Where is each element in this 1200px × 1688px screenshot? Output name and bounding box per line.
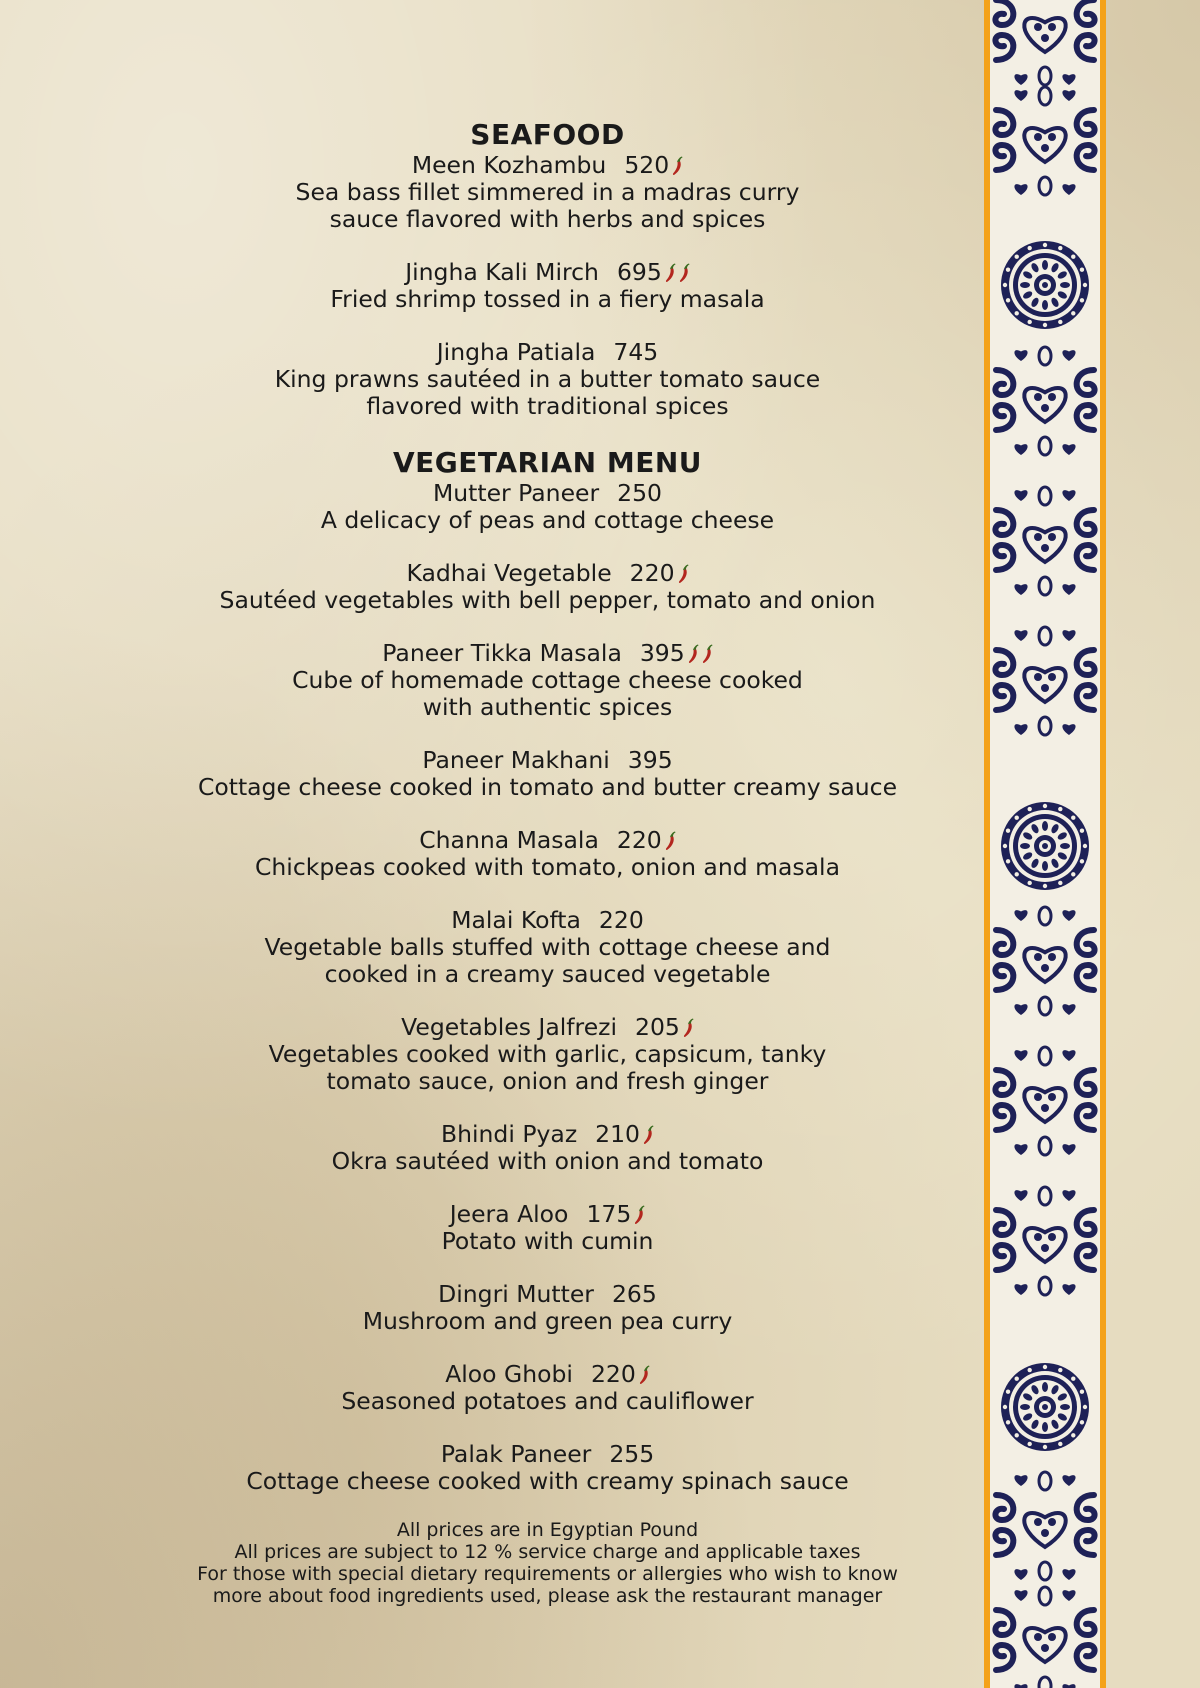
menu-item	[140, 560, 955, 614]
footer-note-service-charge: All prices are subject to 12 % service charge and applicable taxes	[234, 1541, 861, 1563]
menu-item-description: Potato with cumin	[441, 1227, 654, 1255]
mandala-pattern	[990, 0, 1100, 1688]
menu-item-header	[140, 1281, 955, 1308]
menu-item-name: Channa Masala	[419, 826, 599, 854]
menu-item-header	[140, 259, 955, 286]
menu-item	[140, 907, 955, 988]
menu-item-header	[140, 1121, 955, 1148]
menu-item-description: Okra sautéed with onion and tomato	[331, 1147, 764, 1175]
menu-item-price: 745	[613, 338, 659, 366]
chili-pepper-icon	[665, 263, 676, 283]
chili-pepper-icon	[639, 1365, 650, 1385]
menu-item-price: 255	[609, 1440, 655, 1468]
menu-item-price: 250	[617, 479, 663, 507]
menu-item-description: King prawns sautéed in a butter tomato sauce flavored with traditional spices	[274, 365, 821, 420]
menu-content	[140, 118, 955, 1607]
menu-item-description: Seasoned potatoes and cauliflower	[341, 1387, 754, 1415]
chili-pepper-icon	[683, 1018, 694, 1038]
menu-item-header	[140, 480, 955, 507]
menu-item-price: 520	[624, 151, 670, 179]
chili-pepper-icon	[634, 1205, 645, 1225]
menu-item	[140, 339, 955, 420]
chili-pepper-icon	[702, 644, 713, 664]
menu-item-name: Bhindi Pyaz	[440, 1120, 578, 1148]
menu-item-name: Dingri Mutter	[438, 1280, 594, 1308]
seafood-list	[140, 152, 955, 420]
menu-item-header	[140, 907, 955, 934]
menu-item	[140, 1361, 955, 1415]
menu-item-header	[140, 827, 955, 854]
menu-item-header	[140, 1441, 955, 1468]
menu-item-name: Palak Paneer	[440, 1440, 592, 1468]
menu-item-description: Sautéed vegetables with bell pepper, tomato and onion	[219, 586, 876, 614]
menu-item-price: 175	[586, 1200, 632, 1228]
menu-item-price: 395	[627, 746, 673, 774]
menu-item-name: Jingha Patiala	[436, 338, 596, 366]
menu-item-name: Aloo Ghobi	[445, 1360, 573, 1388]
menu-item-price: 210	[595, 1120, 641, 1148]
menu-item-price: 220	[590, 1360, 636, 1388]
decorative-border	[984, 0, 1106, 1688]
menu-item-name: Mutter Paneer	[432, 479, 600, 507]
menu-item-price: 205	[635, 1013, 680, 1041]
menu-item-name: Paneer Makhani	[422, 746, 610, 774]
menu-item-name: Jingha Kali Mirch	[405, 258, 599, 286]
menu-item-price: 695	[616, 258, 662, 286]
menu-item-header	[140, 560, 955, 587]
menu-item-price: 395	[639, 639, 685, 667]
footer-note-allergies: For those with special dietary requirements or allergies who wish to know	[197, 1563, 898, 1585]
menu-item-header	[140, 747, 955, 774]
menu-item-name: Meen Kozhambu	[411, 151, 607, 179]
menu-item-description: Fried shrimp tossed in a fiery masala	[330, 285, 765, 313]
menu-item-description: Cottage cheese cooked in tomato and butter creamy sauce	[197, 773, 898, 801]
menu-item-price: 220	[598, 906, 644, 934]
menu-item	[140, 259, 955, 313]
menu-item-description: Cottage cheese cooked with creamy spinach sauce	[246, 1467, 849, 1495]
vegetarian-title: VEGETARIAN MENU	[393, 446, 702, 479]
menu-item	[140, 480, 955, 534]
chili-pepper-icon	[665, 831, 676, 851]
menu-item	[140, 1014, 955, 1095]
chili-pepper-icon	[672, 156, 683, 176]
menu-item-header	[140, 640, 955, 667]
chili-pepper-icon	[688, 644, 699, 664]
menu-item-description: Chickpeas cooked with tomato, onion and masala	[255, 853, 840, 881]
menu-item	[140, 1281, 955, 1335]
menu-item-name: Malai Kofta	[451, 906, 581, 934]
menu-item-description: Vegetable balls stuffed with cottage cheese and cooked in a creamy sauced vegetable	[264, 933, 831, 988]
menu-item	[140, 827, 955, 881]
menu-item-price: 220	[616, 826, 662, 854]
chili-pepper-icon	[679, 263, 690, 283]
menu-item-description: Sea bass fillet simmered in a madras curry sauce flavored with herbs and spices	[295, 178, 800, 233]
menu-item	[140, 152, 955, 233]
menu-item	[140, 747, 955, 801]
menu-item-name: Paneer Tikka Masala	[382, 639, 622, 667]
footer-note-currency: All prices are in Egyptian Pound	[396, 1519, 699, 1541]
menu-item-description: A delicacy of peas and cottage cheese	[320, 506, 775, 534]
chili-pepper-icon	[643, 1125, 654, 1145]
menu-item	[140, 1201, 955, 1255]
menu-item-description: Mushroom and green pea curry	[362, 1307, 733, 1335]
menu-item-header	[140, 1201, 955, 1228]
menu-item-header	[140, 1361, 955, 1388]
menu-item-header	[140, 152, 955, 179]
menu-item-header	[140, 339, 955, 366]
menu-item	[140, 640, 955, 721]
menu-item-name: Jeera Aloo	[449, 1200, 569, 1228]
menu-item-name: Vegetables Jalfrezi	[401, 1013, 618, 1041]
menu-item-price: 265	[611, 1280, 657, 1308]
menu-item	[140, 1121, 955, 1175]
menu-item-header	[140, 1014, 955, 1041]
menu-item-name: Kadhai Vegetable	[406, 559, 612, 587]
menu-item-description: Cube of homemade cottage cheese cooked with authentic spices	[292, 666, 803, 721]
chili-pepper-icon	[678, 564, 689, 584]
footer-notes	[140, 1519, 955, 1607]
menu-item	[140, 1441, 955, 1495]
menu-item-description: Vegetables cooked with garlic, capsicum, tanky tomato sauce, onion and fresh ginger	[268, 1040, 827, 1095]
vegetarian-list	[140, 480, 955, 1495]
seafood-title: SEAFOOD	[470, 118, 625, 151]
menu-item-price: 220	[629, 559, 675, 587]
footer-note-ask-manager: more about food ingredients used, please ask the restaurant manager	[212, 1585, 883, 1607]
